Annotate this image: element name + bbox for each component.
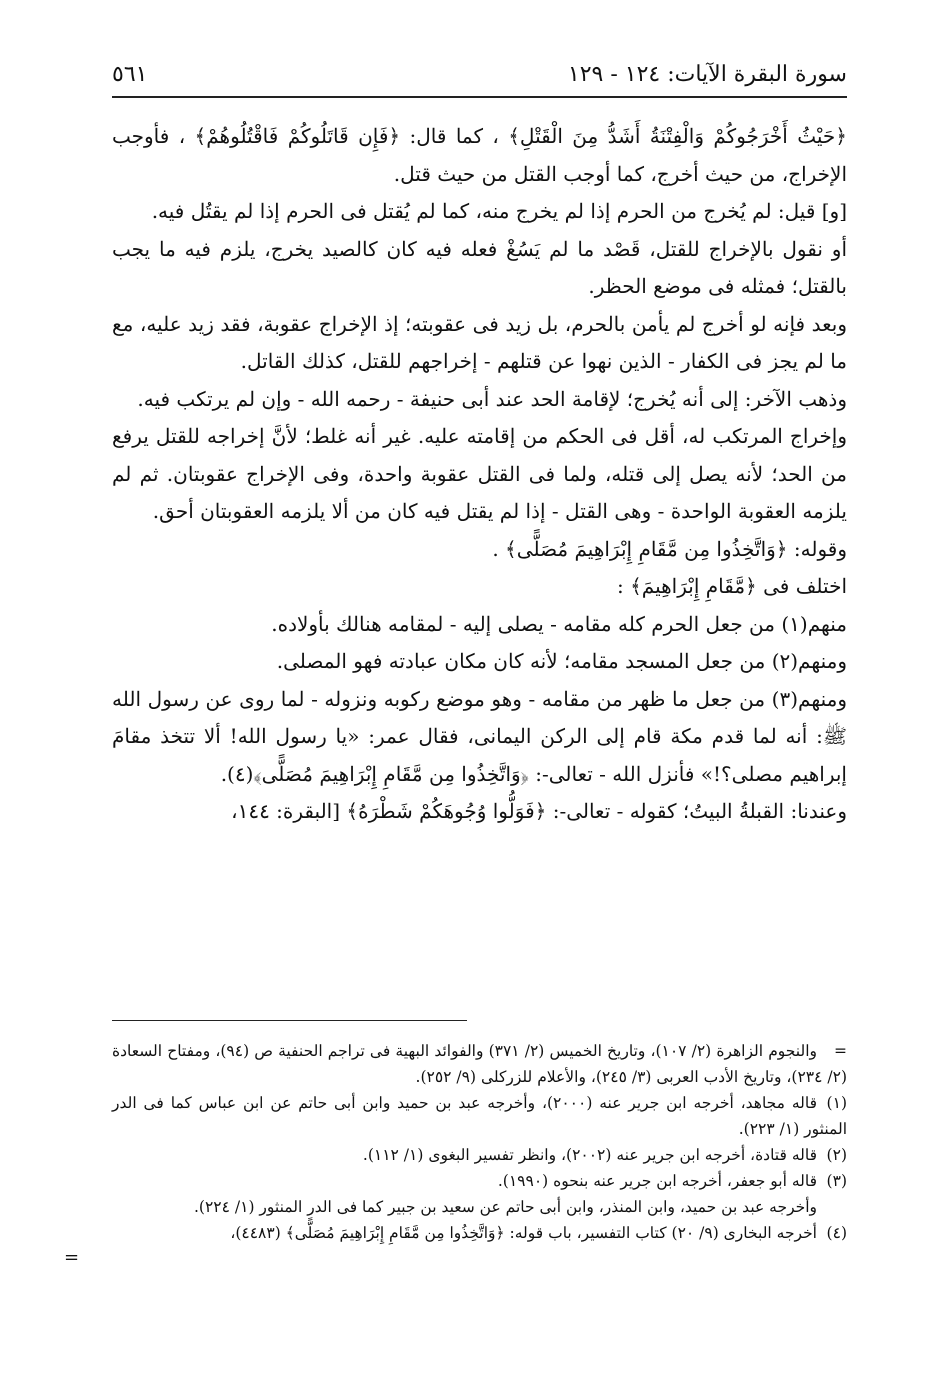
paragraph: وقوله: ﴿وَاتَّخِذُوا مِن مَّقَامِ إِبْرَاهِيمَ مُصَلًّى﴾ .: [492, 536, 847, 561]
header-rule: [112, 96, 847, 98]
footnote: [112, 1038, 847, 1090]
footnote-continuation: [112, 1194, 847, 1220]
paragraph: وذهب الآخر: إلى أنه يُخرج؛ لإقامة الحد عند أبى حنيفة - رحمه الله - وإن لم يرتكب فيه.: [137, 386, 847, 411]
footnote-text: والنجوم الزاهرة (٢/ ١٠٧)، وتاريخ الخميس (٢/ ٣٧١) والفوائد البهية فى تراجم الحنفية ص (٩٤)، ومفتاح السعادة (٢/ ٢٣٤)، وتاريخ الأدب العربى (٣/ ٢٤٥)، والأعلام للزركلى (٩/ ٢٥٢).: [112, 1042, 847, 1086]
paragraph: وإخراج المرتكب له، أقل فى الحكم من إقامته عليه. غير أنه غلط؛ لأنَّ إخراجه للقتل يرفع من الحد؛ لأنه يصل إلى قتله، ولما فى القتل عقوبة واحدة، وفى الإخراج عقوبتان. ثم لم يلزمه العقوبة الواحدة - وهى القتل - إذا لم يقتل فيه كان من ألا يلزمه العقوبتان أحق.: [112, 424, 847, 523]
paragraph: وعندنا: القبلةُ البيتُ؛ كقوله - تعالى-: ﴿فَوَلُّوا وُجُوهَكُمْ شَطْرَهُ﴾ [البقرة: ١٤٤،: [231, 799, 847, 823]
paragraph: ومنهم(٢) من جعل المسجد مقامه؛ لأنه كان مكان عبادته فهو المصلى.: [276, 649, 847, 673]
continuation-mark: =: [64, 1247, 80, 1268]
footnote-text: قاله مجاهد، أخرجه ابن جرير عنه (٢٠٠٠)، وأخرجه عبد بن حميد وابن أبى حاتم عن ابن عباس كما فى الدر المنثور (١/ ٢٢٣).: [112, 1094, 847, 1138]
footnotes: [64, 1038, 847, 1268]
paragraph: ومنهم(٣) من جعل ما ظهر من مقامه - وهو موضع ركوبه ونزوله - لما روى عن رسول الله ﷺ: أنه لما قدم مكة قام إلى الركن اليمانى، فقال عمر: «يا رسول الله! ألا تتخذ مقامَ إبراهيم مصلى؟!» فأنزل الله - تعالى-: ﴿وَاتَّخِذُوا مِن مَّقَامِ إِبْرَاهِيمَ مُصَلًّى﴾(٤).: [112, 686, 847, 786]
footnote: [112, 1168, 847, 1194]
footnote-text: قاله أبو جعفر، أخرجه ابن جرير عنه بنحوه (١٩٩٠).: [497, 1172, 817, 1190]
running-title: سورة البقرة الآيات: ١٢٤ - ١٢٩: [567, 62, 847, 87]
footnote-text: وأخرجه عبد بن حميد، وابن المنذر، وابن أبى حاتم عن سعيد بن جبير كما فى الدر المنثور (١/ ٢٢٤).: [194, 1198, 817, 1216]
paragraph: [و] قيل: لم يُخرج من الحرم إذا لم يخرج منه، كما لم يُقتل فى الحرم إذا لم يقتُل فيه.: [151, 199, 847, 223]
running-header: [112, 58, 847, 94]
paragraph: وبعد فإنه لو أخرج لم يأمن بالحرم، بل زيد فى عقوبته؛ إذ الإخراج عقوبة، فقد زيد عليه، مع ما لم يجز فى الكفار - الذين نهوا عن قتلهم - إخراجهم للقتل، كذلك القاتل.: [112, 311, 847, 373]
footnote-text: قاله قتادة، أخرجه ابن جرير عنه (٢٠٠٢)، وانظر تفسير البغوى (١/ ١١٢).: [362, 1146, 817, 1164]
book-page: [64, 58, 847, 1358]
footnote-number: (٣): [826, 1172, 847, 1190]
footnote: [112, 1220, 847, 1246]
footnote-number: (١): [826, 1094, 847, 1112]
footnote-number: =: [834, 1042, 847, 1060]
footnote-number: (٤): [826, 1224, 847, 1242]
paragraph: ﴿حَيْثُ أَخْرَجُوكُمْ وَالْفِتْنَةُ أَشَدُّ مِنَ الْقَتْلِ﴾ ، كما قال: ﴿فَإِن قَاتَلُوكُمْ فَاقْتُلُوهُمْ﴾ ، فأوجب الإخراج، من حيث أخرج، كما أوجب القتل من حيث قتل.: [112, 124, 847, 186]
footnote-text: أخرجه البخارى (٩/ ٢٠) كتاب التفسير، باب قوله: ﴿وَاتَّخِذُوا مِن مَّقَامِ إِبْرَاهِيمَ مُصَلًّى﴾ (٤٤٨٣)،: [230, 1224, 817, 1242]
footnote: [112, 1142, 847, 1168]
paragraph: اختلف فى ﴿مَّقَامِ إِبْرَاهِيمَ﴾ :: [616, 574, 847, 598]
footnote: [112, 1090, 847, 1142]
footnote-rule: [112, 1020, 467, 1021]
paragraph: منهم(١) من جعل الحرم كله مقامه - يصلى إليه - لمقامه هنالك بأولاده.: [271, 611, 847, 636]
paragraph: أو نقول بالإخراج للقتل، قَصْد ما لم يَسُغْ فعله فيه كان كالصيد يخرج، يلزم فيه ما يجب بالقتل؛ فمثله فى موضع الحظر.: [112, 236, 847, 298]
main-text: [112, 118, 847, 831]
page-number: ٥٦١: [112, 62, 148, 87]
footnote-number: (٢): [826, 1146, 847, 1164]
